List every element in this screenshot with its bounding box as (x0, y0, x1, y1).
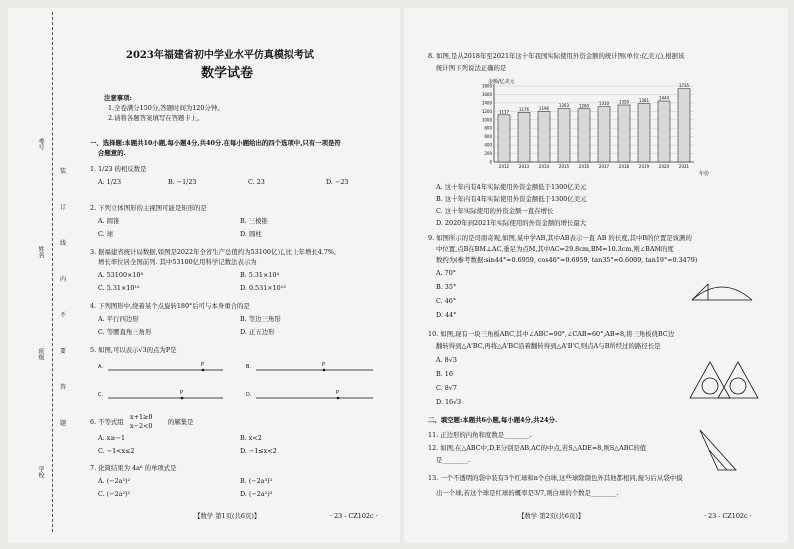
chart-x-tick-label: 2012 (498, 164, 510, 169)
chart-y-tick-label: 200 (484, 151, 492, 157)
footer-page-number: 【数学 第2页(共6页)】 (518, 512, 585, 520)
q4-option-d: D. 正五边形 (240, 328, 275, 336)
chart-x-tick-label: 2013 (518, 164, 530, 169)
svg-text:D.: D. (246, 392, 252, 398)
svg-text:A.: A. (98, 364, 103, 370)
q2-option-b: B. 三棱锥 (240, 217, 268, 225)
svg-text:B.: B. (246, 364, 252, 370)
question-7: 7. 化简结果为 4a⁶ 的单项式是 (90, 464, 177, 472)
seal-char: 不 (60, 312, 67, 319)
chart-y-tick-label: 400 (484, 142, 492, 148)
chart-data-label: 1196 (538, 106, 550, 112)
question-12-line-2: 是________. (436, 456, 470, 464)
seal-char: 订 (60, 204, 67, 211)
q9-option-b: B. 35° (436, 283, 457, 291)
question-13-line-1: 13. 一个不透明的袋中装有3个红球和n个白球,这些球除颜色外其他都相同,搅匀后从袋中摸 (428, 474, 683, 482)
question-10-line-1: 10. 如图,现有一块三角板ABC,其中∠ABC=90°,∠CAB=60°,AB=8,将三角板绕BC边 (428, 330, 675, 338)
q10-figure-triangles (684, 356, 764, 402)
q1-option-b: B. −1/23 (168, 178, 197, 186)
svg-text:P: P (201, 362, 205, 368)
chart-x-tick-label: 2019 (638, 164, 650, 169)
question-1: 1. 1/23 的相反数是 (90, 165, 147, 173)
exam-title: 2023年福建省初中学业水平仿真模拟考试 (126, 50, 314, 61)
seal-char: 线 (60, 240, 67, 247)
q7-option-c: C. (−2a²)² (98, 490, 131, 498)
chart-data-label: 1176 (518, 106, 530, 112)
chart-x-tick-label: 2017 (598, 164, 610, 169)
svg-text:P: P (180, 390, 184, 396)
footer-code: · 23 - CZ102c · (330, 512, 378, 520)
chart-bar (558, 109, 570, 162)
chart-x-axis-label: 年份 (699, 171, 710, 177)
chart-y-axis-label: 金额/亿美元 (488, 79, 515, 85)
svg-text:C.: C. (98, 392, 104, 398)
question-9-line-3: 数约为(参考数据:sin44°≈0.6959, cos46°≈0.6959, tan35°≈0.6009, tan19°≈0.3479) (436, 256, 698, 264)
q8-option-b: B. 这十年内有4年实际使用外资金额低于1300亿美元 (436, 195, 587, 203)
q10-option-b: B. 16 (436, 370, 453, 378)
chart-y-tick-label: 1200 (481, 108, 492, 114)
q1-option-a: A. 1/23 (98, 178, 122, 186)
q9-figure-sundial (686, 272, 758, 306)
chart-x-tick-label: 2021 (678, 164, 690, 169)
q2-option-d: D. 圆柱 (240, 230, 262, 238)
footer-page-number: 【数学 第1页(共6页)】 (194, 512, 261, 520)
question-6-end: 的解集是 (168, 418, 194, 426)
question-11: 11. 正边形的内角和度数是________. (428, 431, 532, 439)
q7-option-a: A. (−2a³)² (98, 477, 131, 485)
q6-option-d: D. −1≤x<2 (240, 447, 277, 455)
q4-option-c: C. 等腰直角三角形 (98, 328, 152, 336)
chart-y-tick-label: 0 (489, 159, 492, 165)
footer-code: · 23 - CZ102c · (704, 512, 752, 520)
q3-option-a: A. 53100×10⁸ (98, 271, 144, 279)
chart-data-label: 1381 (638, 98, 650, 104)
q7-option-b: B. (−2a³)³ (240, 477, 273, 485)
q3-option-d: D. 0.531×10¹³ (240, 284, 286, 292)
chart-x-tick-label: 2016 (578, 164, 590, 169)
q1-option-c: C. 23 (248, 178, 265, 186)
foreign-investment-bar-chart (474, 74, 714, 180)
question-13-line-2: 出一个球,若这个球是红球的概率是3/7,则白球的个数是________. (436, 489, 619, 497)
q4-option-a: A. 平行四边形 (98, 315, 139, 323)
chart-data-label: 1310 (598, 101, 610, 107)
q6-inequality-1: x+1≥0 (130, 413, 153, 421)
exam-subtitle: 数学试卷 (201, 66, 254, 81)
question-9-line-2: 中位置,点B在BM⊥AC,垂足为点M,其中AC=29.8cm,BM=10.3cm,则∠BAM的度 (436, 245, 674, 253)
question-9-line-1: 9. 如图所示的是司南奇观,如图,某中学AB,其中AB表示一直 AB 的长度,其中B的位置是该测的 (428, 234, 692, 242)
chart-x-tick-label: 2014 (538, 164, 550, 169)
seal-char: 内 (60, 276, 67, 283)
chart-data-label: 1117 (498, 109, 510, 115)
margin-label-class: 班级 (37, 348, 44, 360)
notes-heading: 注意事项: (104, 94, 132, 102)
chart-y-tick-label: 800 (484, 125, 492, 131)
seal-char: 题 (60, 420, 67, 427)
question-3-line-1: 3. 据福建省统计局数据,如图是2022年全省生产总值约为53100亿元,比上年增长4.7%, (90, 248, 336, 256)
question-12-line-1: 12. 如图,在△ABC中,D,E分别是AB,AC的中点,若S△ADE=8,则S△ABC的值 (428, 444, 647, 452)
q6-option-c: C. −1<x≤2 (98, 447, 135, 455)
q7-option-d: D. (−2a²)³ (240, 490, 273, 498)
margin-label-exam-no: 考号 (37, 138, 44, 150)
q6-option-b: B. x<2 (240, 434, 262, 442)
q9-option-c: C. 46° (436, 297, 457, 305)
exam-page-right (404, 8, 788, 543)
q9-option-d: D. 44° (436, 311, 457, 319)
q5-number-lines (98, 358, 388, 410)
exam-page-left (8, 8, 400, 543)
chart-y-tick-label: 1400 (481, 100, 492, 106)
section-1-heading-cont: 合题意的. (98, 149, 126, 157)
q4-option-b: B. 等边三角形 (240, 315, 281, 323)
q8-option-a: A. 这十年内有4年实际使用外资金额低于1300亿美元 (436, 183, 587, 191)
chart-data-label: 1350 (618, 99, 630, 105)
chart-bars (498, 83, 690, 169)
q1-option-d: D. −23 (326, 178, 349, 186)
question-8-line-2: 统计图下列说法正确的是 (436, 64, 507, 72)
seal-char: 答 (60, 384, 67, 391)
chart-x-tick-label: 2018 (618, 164, 630, 169)
chart-bar (618, 105, 630, 162)
binding-line (52, 12, 53, 532)
chart-x-tick-label: 2015 (558, 164, 570, 169)
seal-char: 装 (60, 168, 67, 175)
svg-text:P: P (336, 390, 340, 396)
margin-label-name: 姓名 (37, 246, 44, 258)
chart-y-tick-label: 1800 (481, 83, 492, 89)
chart-bar (578, 109, 590, 162)
q6-option-a: A. x≥−1 (98, 434, 126, 442)
section-2-heading: 二、填空题:本题共6小题,每小题4分,共24分. (428, 416, 558, 424)
question-6-start: 6. 不等式组 (90, 418, 124, 426)
q10-option-c: C. 8√7 (436, 384, 457, 392)
chart-y-tick-label: 1600 (481, 91, 492, 97)
chart-data-label: 1260 (578, 103, 590, 109)
note-2: 2.请将各题答案填写在答题卡上。 (108, 114, 204, 122)
chart-data-label: 1735 (678, 83, 690, 89)
q9-option-a: A. 70° (436, 269, 457, 277)
note-1: 1.全卷满分150分,答题时间为120分钟。 (108, 104, 224, 112)
question-8-line-1: 8. 如图,是从2018年至2021年这十年我国实际使用外资金额的统计图(单位:亿美元),根据该 (428, 52, 685, 60)
chart-x-tick-label: 2020 (658, 164, 670, 169)
question-4: 4. 下列图形中,绕着某个点旋转180°后可与本身重合的是 (90, 302, 250, 310)
q10-option-d: D. 16√3 (436, 398, 462, 406)
q8-option-c: C. 这十年实际使用的外资金额一直在增长 (436, 207, 554, 215)
seal-char: 要 (60, 348, 67, 355)
chart-data-label: 1444 (658, 95, 670, 101)
chart-data-label: 1263 (558, 103, 570, 109)
q3-option-b: B. 5.31×10⁴ (240, 271, 280, 279)
chart-y-tick-label: 1000 (481, 117, 492, 123)
chart-bar (658, 101, 670, 162)
chart-bar (678, 89, 690, 162)
q8-option-d: D. 2020年到2021年实际使用的外资金额的增长最大 (436, 219, 587, 227)
q6-inequality-2: x−2<0 (130, 422, 153, 430)
chart-bar (518, 112, 530, 162)
section-1-heading: 一、选择题:本题共10小题,每小题4分,共40分.在每小题给出的四个选项中,只有一项是符 (90, 139, 341, 147)
chart-y-tick-label: 600 (484, 134, 492, 140)
q2-option-c: C. 球 (98, 230, 114, 238)
q2-option-a: A. 圆锥 (98, 217, 120, 225)
chart-bar (638, 104, 650, 162)
q12-figure-triangle (696, 426, 740, 474)
question-3-line-2: 增长率位居全国前列. 其中53100亿用科学记数法表示为 (98, 258, 257, 266)
chart-bar (538, 112, 550, 162)
chart-bar (598, 107, 610, 162)
question-10-line-2: 翻转得到△A'BC,再将△A'BC沿着翻转得到△A'B'C,则点A与B所经过的路径长是 (436, 342, 661, 350)
margin-label-school: 学校 (37, 466, 44, 478)
chart-bar (498, 115, 510, 162)
svg-text:P: P (322, 362, 326, 368)
question-2: 2. 下列立体图形的主视图可能是矩形的是 (90, 204, 207, 212)
q3-option-c: C. 5.31×10¹² (98, 284, 140, 292)
question-5: 5. 如图,可以表示√3的点为P是 (90, 346, 177, 354)
q10-option-a: A. 8√3 (436, 356, 457, 364)
